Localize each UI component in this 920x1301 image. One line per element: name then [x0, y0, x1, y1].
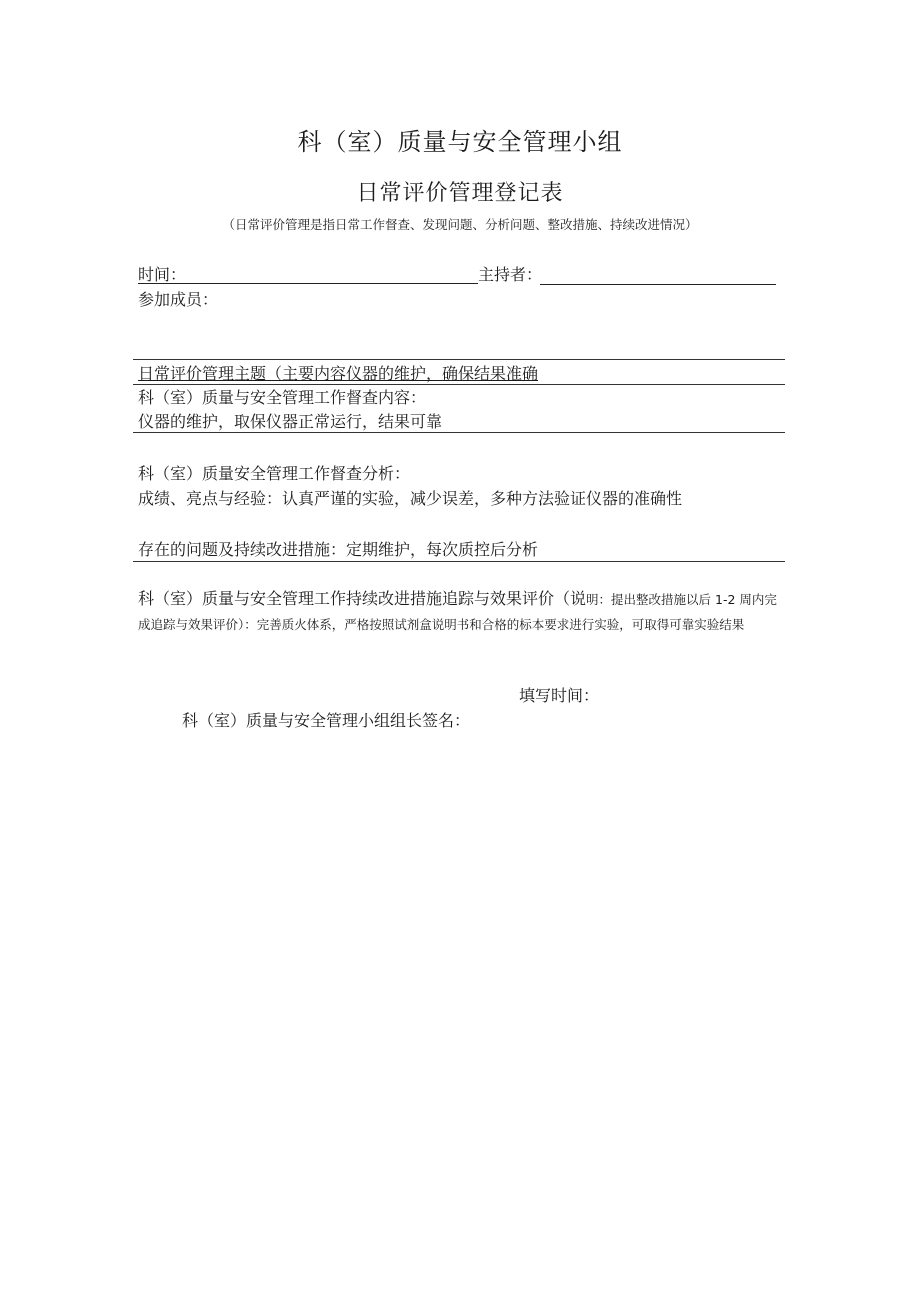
tracking-content: 完善质火体系，严格按照试剂盒说明书和合格的标本要求进行实验，可取得可靠实验结果 [256, 617, 745, 632]
host-label: 主持者： [478, 265, 543, 284]
problems-text: 存在的问题及持续改进措施：定期维护，每次质控后分析 [138, 540, 539, 559]
divider-top [133, 359, 785, 360]
inspection-content: 仪器的维护，取保仪器正常运行，结果可靠 [138, 412, 443, 431]
form-note: （日常评价管理是指日常工作督查、发现问题、分析问题、整改措施、持续改进情况） [222, 217, 698, 232]
theme-text: 日常评价管理主题（主要内容仪器的维护，确保结果准确 [138, 364, 539, 383]
fill-time-label: 填写时间： [519, 686, 600, 705]
analysis-label: 科（室）质量安全管理工作督查分析： [138, 464, 411, 483]
divider-theme [133, 384, 785, 385]
time-fill-line [138, 283, 478, 284]
inspection-label: 科（室）质量与安全管理工作督查内容： [138, 388, 427, 407]
form-name: 日常评价管理登记表 [356, 181, 564, 206]
divider-problems [133, 561, 785, 562]
tracking-paragraph [138, 587, 788, 637]
time-label: 时间： [138, 265, 187, 284]
divider-inspection [133, 432, 785, 433]
achievements-text: 成绩、亮点与经验：认真严谨的实验，减少误差，多种方法验证仪器的准确性 [138, 489, 683, 508]
host-fill-line [540, 284, 776, 285]
page-title: 科（室）质量与安全管理小组 [297, 128, 623, 156]
tracking-note: 明：提出整改措施以后 1-2 周内完成追踪与效果评价）： [138, 592, 777, 632]
members-label: 参加成员： [138, 290, 219, 309]
signature-label: 科（室）质量与安全管理小组组长签名： [182, 711, 471, 730]
tracking-label: 科（室）质量与安全管理工作持续改进措施追踪与效果评价（说 [138, 589, 587, 608]
